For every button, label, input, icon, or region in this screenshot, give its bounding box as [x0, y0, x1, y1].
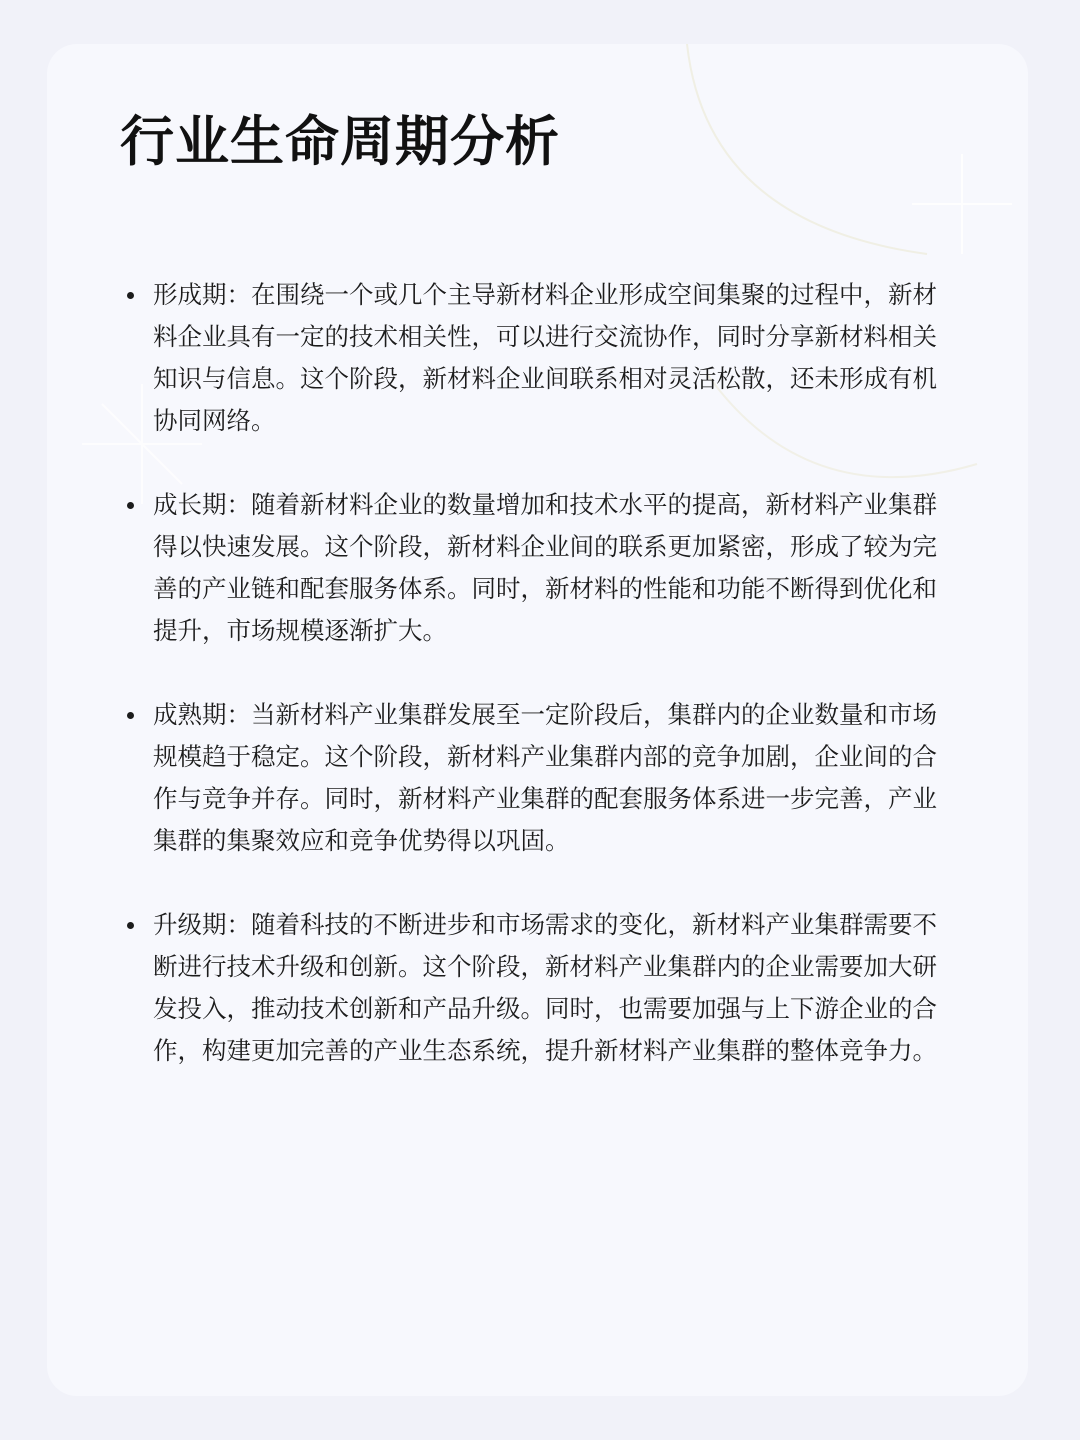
- bullet-icon: [127, 292, 134, 299]
- stage-text: 形成期：在围绕一个或几个主导新材料企业形成空间集聚的过程中，新材料企业具有一定的技术相关性，可以进行交流协作，同时分享新材料相关知识与信息。这个阶段，新材料企业间联系相对灵活松散，还未形成有机协同网络。: [153, 280, 937, 435]
- page-title: 行业生命周期分析: [120, 110, 560, 173]
- stage-text: 成长期：随着新材料企业的数量增加和技术水平的提高，新材料产业集群得以快速发展。这个阶段，新材料企业间的联系更加紧密，形成了较为完善的产业链和配套服务体系。同时，新材料的性能和功能不断得到优化和提升，市场规模逐渐扩大。: [153, 490, 937, 645]
- list-item-growth-stage: [127, 484, 953, 652]
- list-item-maturity-stage: [127, 694, 953, 862]
- bullet-icon: [127, 922, 134, 929]
- sparkle-icon: [912, 154, 1012, 254]
- stage-text: 成熟期：当新材料产业集群发展至一定阶段后，集群内的企业数量和市场规模趋于稳定。这个阶段，新材料产业集群内部的竞争加剧，企业间的合作与竞争并存。同时，新材料产业集群的配套服务体系进一步完善，产业集群的集聚效应和竞争优势得以巩固。: [153, 700, 937, 855]
- list-item-formation-stage: [127, 274, 953, 442]
- content-card: [47, 44, 1028, 1396]
- list-item-upgrade-stage: [127, 904, 953, 1072]
- bullet-icon: [127, 502, 134, 509]
- stage-list: [127, 274, 953, 1072]
- decorative-arc: [687, 44, 927, 254]
- stage-text: 升级期：随着科技的不断进步和市场需求的变化，新材料产业集群需要不断进行技术升级和创新。这个阶段，新材料产业集群内的企业需要加大研发投入，推动技术创新和产品升级。同时，也需要加强与上下游企业的合作，构建更加完善的产业生态系统，提升新材料产业集群的整体竞争力。: [153, 910, 937, 1065]
- bullet-icon: [127, 712, 134, 719]
